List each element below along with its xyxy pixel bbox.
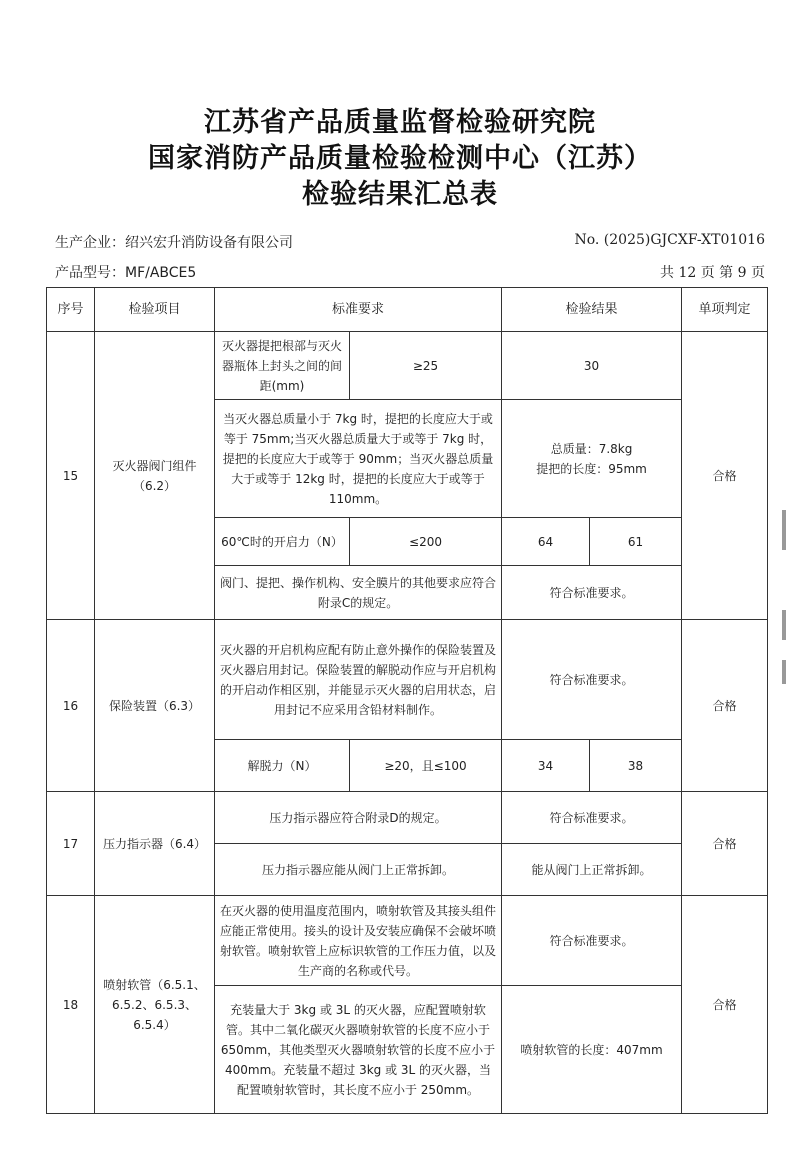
result-15-3a: 64 bbox=[502, 518, 590, 566]
edge-mark bbox=[782, 610, 786, 640]
results-table bbox=[46, 287, 768, 1114]
table-row bbox=[47, 896, 768, 986]
binding-edge-marks bbox=[774, 500, 796, 700]
report-title: 检验结果汇总表 bbox=[302, 179, 498, 210]
table-row bbox=[47, 792, 768, 844]
val-15-3: ≤200 bbox=[350, 518, 502, 566]
meta-row-2 bbox=[55, 262, 765, 282]
company-label: 生产企业：绍兴宏升消防设备有限公司 bbox=[55, 235, 293, 251]
header-standard: 标准要求 bbox=[215, 288, 502, 332]
header-result: 检验结果 bbox=[502, 288, 682, 332]
header-verdict: 单项判定 bbox=[682, 288, 768, 332]
verdict-16: 合格 bbox=[682, 620, 768, 792]
header-seq: 序号 bbox=[47, 288, 95, 332]
result-15-1: 30 bbox=[502, 332, 682, 400]
result-15-4: 符合标准要求。 bbox=[502, 566, 682, 620]
item-17: 压力指示器（6.4） bbox=[95, 792, 215, 896]
meta-row-1 bbox=[55, 232, 765, 252]
seq-17: 17 bbox=[47, 792, 95, 896]
req-17-1: 压力指示器应符合附录D的规定。 bbox=[215, 792, 502, 844]
req-15-2: 当灭火器总质量小于 7kg 时，提把的长度应大于或等于 75mm;当灭火器总质量大于或等于 7kg 时，提把的长度应大于或等于 90mm；当灭火器总质量大于或等于 12kg 时，提把的长度应大于或等于 110mm。 bbox=[215, 400, 502, 518]
req-18-1: 在灭火器的使用温度范围内，喷射软管及其接头组件应能正常使用。接头的设计及安装应确保不会破坏喷射软管。喷射软管上应标识软管的工作压力值，以及生产商的名称或代号。 bbox=[215, 896, 502, 986]
req-16-1: 灭火器的开启机构应配有防止意外操作的保险装置及灭火器启用封记。保险装置的解脱动作应与开启机构的开启动作相区别，并能显示灭火器的启用状态，启用封记不应采用含铅材料制作。 bbox=[215, 620, 502, 740]
institute-name: 江苏省产品质量监督检验研究院 bbox=[204, 107, 596, 138]
req-15-4: 阀门、提把、操作机构、安全膜片的其他要求应符合附录C的规定。 bbox=[215, 566, 502, 620]
seq-18: 18 bbox=[47, 896, 95, 1114]
verdict-18: 合格 bbox=[682, 896, 768, 1114]
result-16-2b: 38 bbox=[590, 740, 682, 792]
result-18-1: 符合标准要求。 bbox=[502, 896, 682, 986]
page-indicator: 共 12 页 第 9 页 bbox=[660, 265, 765, 281]
req-17-2: 压力指示器应能从阀门上正常拆卸。 bbox=[215, 844, 502, 896]
item-18: 喷射软管（6.5.1、6.5.2、6.5.3、6.5.4） bbox=[95, 896, 215, 1114]
val-16-2: ≥20，且≤100 bbox=[350, 740, 502, 792]
verdict-15: 合格 bbox=[682, 332, 768, 620]
edge-mark bbox=[782, 510, 786, 550]
table-row bbox=[47, 620, 768, 740]
report-header bbox=[0, 105, 800, 213]
table-row bbox=[47, 332, 768, 400]
edge-mark bbox=[782, 660, 786, 684]
report-number: No. (2025)GJCXF-XT01016 bbox=[574, 232, 765, 248]
table-header-row bbox=[47, 288, 768, 332]
result-15-2-mass: 总质量：7.8kg bbox=[550, 441, 633, 456]
result-17-1: 符合标准要求。 bbox=[502, 792, 682, 844]
result-16-2a: 34 bbox=[502, 740, 590, 792]
result-17-2: 能从阀门上正常拆卸。 bbox=[502, 844, 682, 896]
result-16-1: 符合标准要求。 bbox=[502, 620, 682, 740]
result-15-2-length: 提把的长度：95mm bbox=[536, 461, 647, 476]
seq-16: 16 bbox=[47, 620, 95, 792]
header-item: 检验项目 bbox=[95, 288, 215, 332]
result-15-3b: 61 bbox=[590, 518, 682, 566]
req-18-2: 充装量大于 3kg 或 3L 的灭火器，应配置喷射软管。其中二氧化碳灭火器喷射软管的长度不应小于 650mm，其他类型灭火器喷射软管的长度不应小于 400mm。充装量不超过 3kg 或 3L 的灭火器，当配置喷射软管时，其长度不应小于 250mm。 bbox=[215, 986, 502, 1114]
item-16: 保险装置（6.3） bbox=[95, 620, 215, 792]
item-15: 灭火器阀门组件（6.2） bbox=[95, 332, 215, 620]
req-16-2: 解脱力（N） bbox=[215, 740, 350, 792]
val-15-1: ≥25 bbox=[350, 332, 502, 400]
model-label: 产品型号：MF/ABCE5 bbox=[55, 265, 197, 281]
result-15-2 bbox=[502, 400, 682, 518]
result-18-2: 喷射软管的长度：407mm bbox=[502, 986, 682, 1114]
verdict-17: 合格 bbox=[682, 792, 768, 896]
seq-15: 15 bbox=[47, 332, 95, 620]
req-15-1: 灭火器提把根部与灭火器瓶体上封头之间的间距(mm) bbox=[215, 332, 350, 400]
req-15-3: 60℃时的开启力（N） bbox=[215, 518, 350, 566]
center-name: 国家消防产品质量检验检测中心（江苏） bbox=[148, 143, 652, 174]
